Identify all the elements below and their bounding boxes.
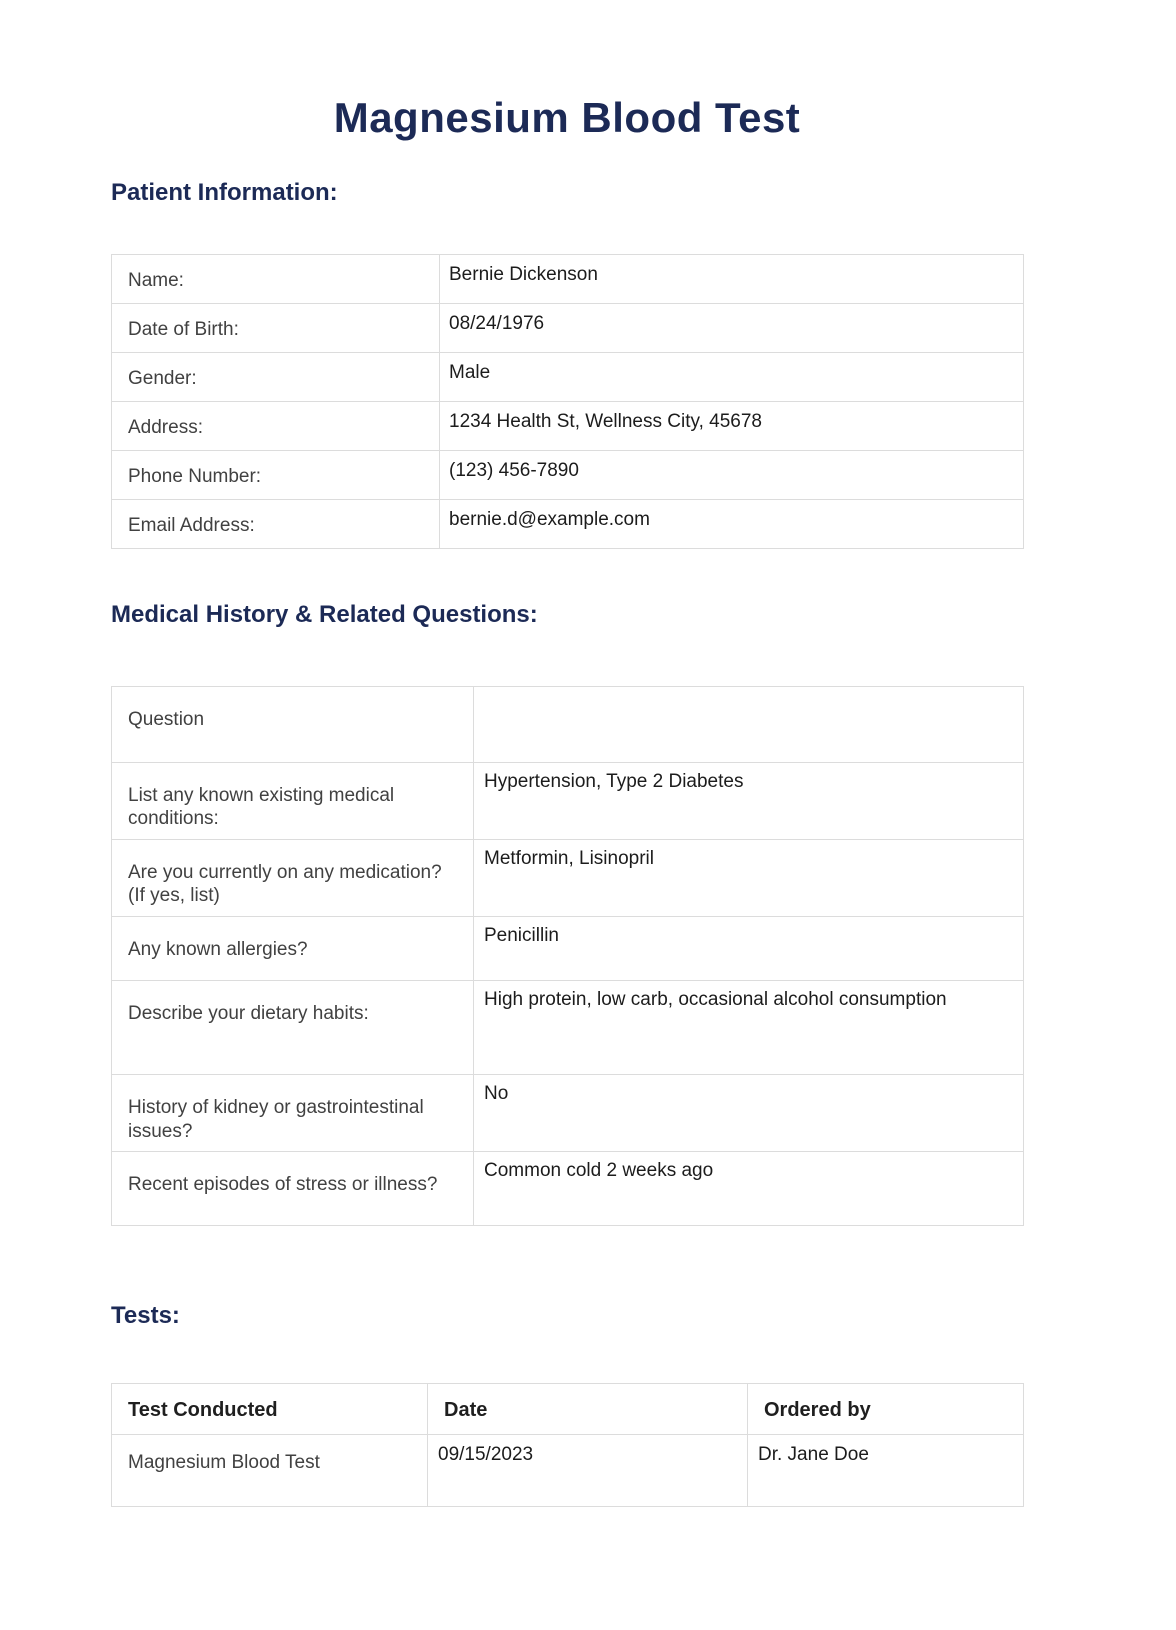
table-row	[112, 1074, 1024, 1151]
patient-information-heading: Patient Information:	[111, 179, 338, 207]
test-conducted-column-header: Test Conducted	[112, 1383, 428, 1434]
question-column-header: Question	[112, 686, 474, 762]
table-row	[112, 980, 1024, 1074]
answer-value: Hypertension, Type 2 Diabetes	[474, 762, 1024, 839]
table-row	[112, 1434, 1024, 1506]
medical-history-table	[111, 686, 1024, 1226]
table-row	[112, 499, 1024, 548]
question-label: Are you currently on any medication? (If yes, list)	[112, 839, 474, 916]
test-date-value: 09/15/2023	[428, 1434, 748, 1506]
field-value: 08/24/1976	[440, 303, 1024, 352]
field-value: Male	[440, 352, 1024, 401]
answer-value: Metformin, Lisinopril	[474, 839, 1024, 916]
table-row	[112, 401, 1024, 450]
answer-value: Common cold 2 weeks ago	[474, 1152, 1024, 1226]
table-header-row	[112, 686, 1024, 762]
field-value: Bernie Dickenson	[440, 254, 1024, 303]
field-label: Address:	[112, 401, 440, 450]
question-label: History of kidney or gastrointestinal issues?	[112, 1074, 474, 1151]
field-label: Gender:	[112, 352, 440, 401]
test-name-value: Magnesium Blood Test	[112, 1434, 428, 1506]
date-column-header: Date	[428, 1383, 748, 1434]
question-label: List any known existing medical conditions:	[112, 762, 474, 839]
table-row	[112, 916, 1024, 980]
field-value: 1234 Health St, Wellness City, 45678	[440, 401, 1024, 450]
answer-value: High protein, low carb, occasional alcohol consumption	[474, 980, 1024, 1074]
field-value: (123) 456-7890	[440, 450, 1024, 499]
field-label: Name:	[112, 254, 440, 303]
medical-history-heading: Medical History & Related Questions:	[111, 600, 538, 628]
table-header-row	[112, 1383, 1024, 1434]
document-content	[111, 0, 1023, 1507]
question-label: Recent episodes of stress or illness?	[112, 1152, 474, 1226]
tests-heading: Tests:	[111, 1302, 180, 1330]
field-label: Phone Number:	[112, 450, 440, 499]
table-row	[112, 839, 1024, 916]
field-value: bernie.d@example.com	[440, 499, 1024, 548]
table-row	[112, 762, 1024, 839]
page-title: Magnesium Blood Test	[333, 94, 801, 141]
tests-table	[111, 1383, 1024, 1507]
answer-value: Penicillin	[474, 916, 1024, 980]
answer-value: No	[474, 1074, 1024, 1151]
ordered-by-column-header: Ordered by	[748, 1383, 1024, 1434]
patient-information-table	[111, 254, 1024, 549]
field-label: Email Address:	[112, 499, 440, 548]
question-label: Describe your dietary habits:	[112, 980, 474, 1074]
table-row	[112, 1152, 1024, 1226]
table-row	[112, 303, 1024, 352]
table-row	[112, 352, 1024, 401]
answer-column-header	[474, 686, 1024, 762]
question-label: Any known allergies?	[112, 916, 474, 980]
field-label: Date of Birth:	[112, 303, 440, 352]
test-ordered-by-value: Dr. Jane Doe	[748, 1434, 1024, 1506]
table-row	[112, 254, 1024, 303]
table-row	[112, 450, 1024, 499]
